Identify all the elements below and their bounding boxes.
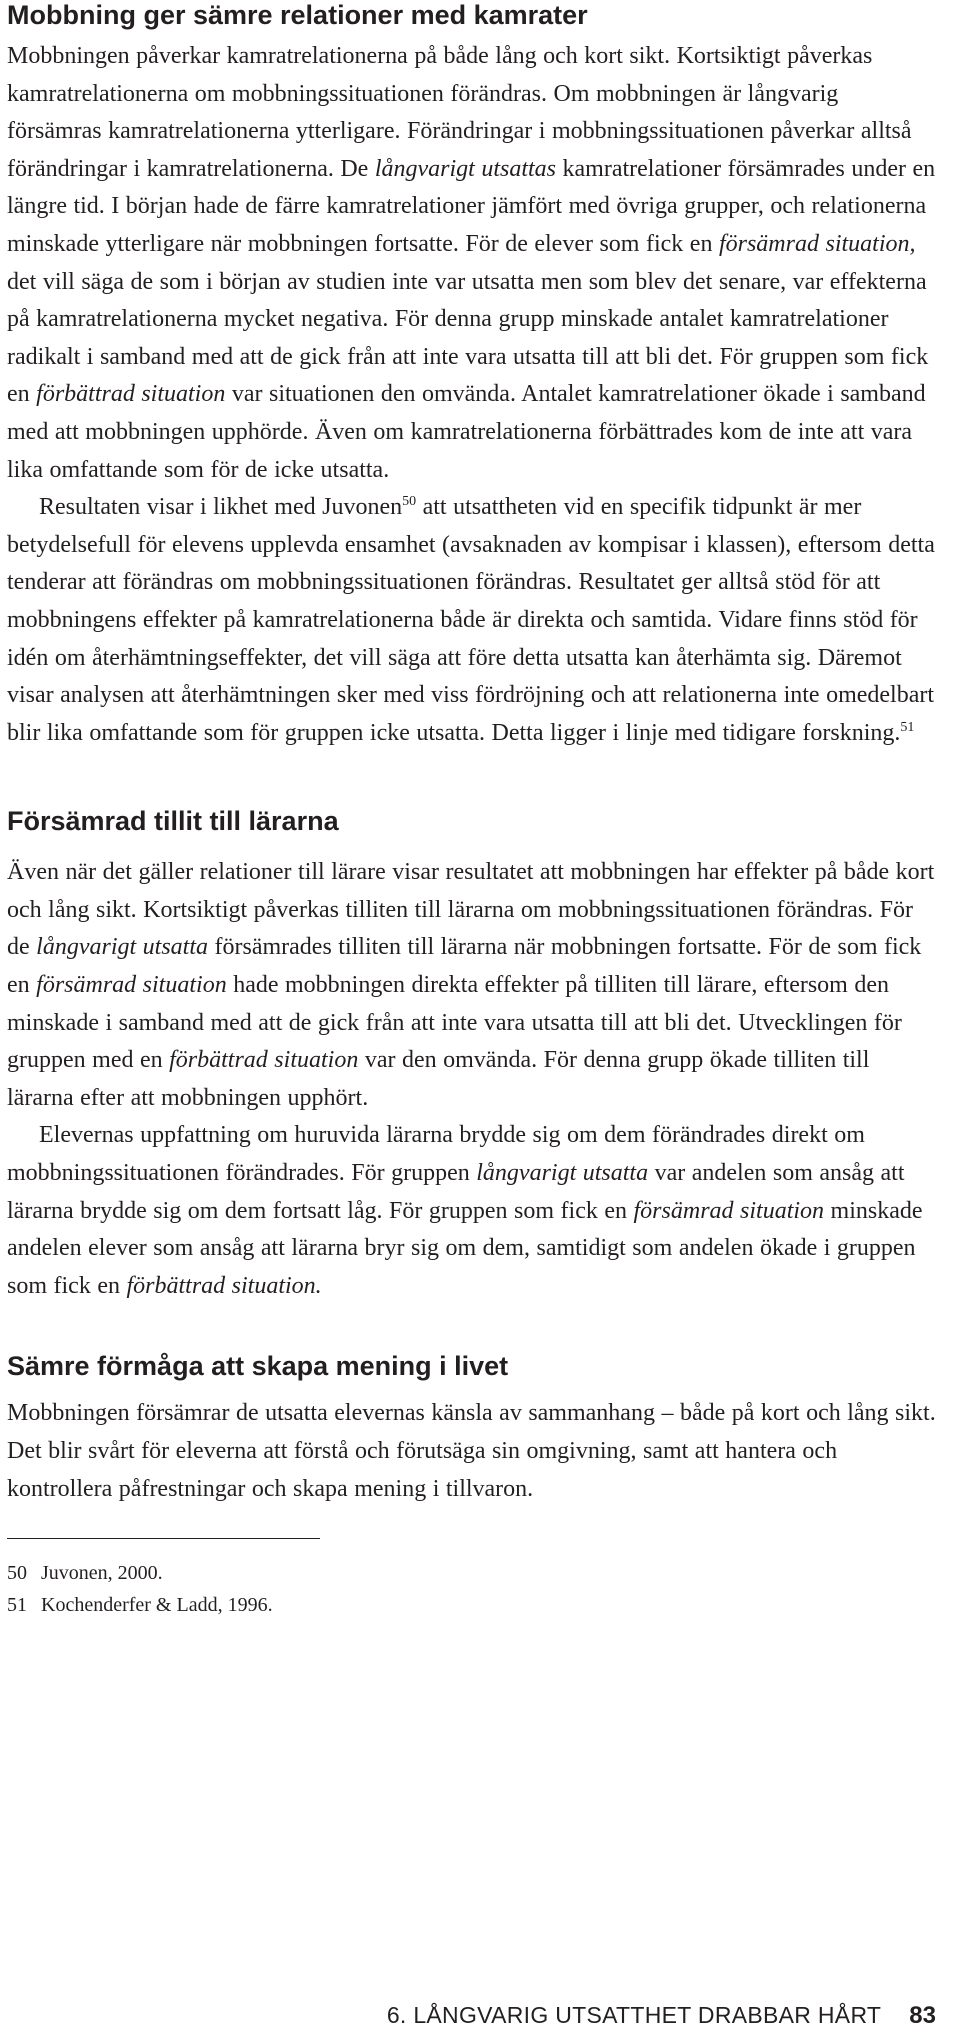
text-run: Elevernas uppfattning om huruvida lärarna brydde sig om dem förändrades direkt om mobbningssituationen förändrades. För gruppen [7, 1122, 865, 1187]
text-run: det vill säga de som i början av studien inte var utsatta men som blev det senare, var effekterna på kamratrelationerna mycket negativa. För denna grupp minskade antalet kamratrelationer radikalt i samband med att de gick från att inte vara utsatta till att bli det. För gruppen som fick en [7, 268, 929, 408]
running-footer [387, 2002, 936, 2030]
italic-phrase: långvarigt utsattas [374, 155, 557, 182]
footnote-number: 51 [7, 1594, 27, 1617]
italic-phrase: försämrad situation, [718, 230, 916, 257]
text-run: Resultaten visar i likhet med Juvonen [39, 494, 403, 521]
body-paragraph [7, 38, 937, 489]
footnote-divider [7, 1538, 320, 1539]
text-run: var den omvända. För denna grupp ökade tilliten till lärarna efter att mobbningen upphört. [7, 1047, 870, 1111]
text-run: Mobbningen försämrar de utsatta elevernas känsla av sammanhang – både på kort och lång sikt. Det blir svårt för eleverna att förstå och förutsäga sin omgivning, samt att hantera och kontrollera påfrestningar och skapa mening i tillvaron. [7, 1400, 936, 1502]
italic-phrase: förbättrad situation [36, 381, 226, 408]
body-paragraph [7, 854, 937, 1117]
italic-phrase: långvarigt utsatta [476, 1160, 649, 1187]
document-page [7, 0, 937, 1621]
body-paragraph [7, 1117, 937, 1305]
footnote-ref: 50 [402, 494, 417, 510]
text-run: var situationen den omvända. Antalet kamratrelationer ökade i samband med att mobbningen upphörde. Även om kamratrelationerna förbättrades kom de inte att vara lika omfattande som för de icke utsatta. [7, 381, 926, 483]
text-run: försämrades tilliten till lärarna när mobbningen fortsatte. För de som fick en [7, 934, 922, 999]
text-run: Mobbningen påverkar kamratrelationerna på både lång och kort sikt. Kortsiktigt påverkas kamratrelationerna om mobbningssituationen förändras. Om mobbningen är långvarig försämras kamratrelationerna ytterligare. Förändringar i mobbningssituationen påverkar alltså förändringar i kamratrelationerna. De [7, 43, 912, 182]
italic-phrase: långvarigt utsatta [36, 934, 208, 961]
footnote-text: Juvonen, 2000. [41, 1562, 163, 1585]
section-heading-tillit: Försämrad tillit till lärarna [7, 806, 339, 837]
text-run: att utsattheten vid en specifik tidpunkt är mer betydelsefull för elevens upplevda ensamhet (avsaknaden av kompisar i klassen), eftersom detta tenderar att förändras om mobbningssituationen förändras. Resultatet ger alltså stöd för att mobbningens effekter på kamratrelationerna både är direkta och samtida. Vidare finns stöd för idén om återhämtningseffekter, det vill säga att före detta utsatta kan återhämta sig. Däremot visar analysen att återhämtningen sker med viss fördröjning och att relationerna inte omedelbart blir lika omfattande som för gruppen icke utsatta. Detta ligger i linje med tidigare forskning. [7, 494, 935, 746]
footnote [7, 1589, 937, 1621]
text-run: Även när det gäller relationer till lärare visar resultatet att mobbningen har effekter på både kort och lång sikt. Kortsiktigt påverkas tilliten till lärarna om mobbningssituationen förändras. För de [7, 859, 935, 961]
text-run: hade mobbningen direkta effekter på tilliten till lärare, eftersom den minskade i samband med att de gick från att inte vara utsatta till att bli det. Utvecklingen för gruppen med en [7, 972, 902, 1074]
italic-phrase: försämrad situation [36, 972, 227, 999]
body-paragraph [7, 1395, 937, 1508]
page-number: 83 [909, 2002, 936, 2029]
text-run: kamratrelationer försämrades under en längre tid. I början hade de färre kamratrelationer jämfört med övriga grupper, och relationerna minskade ytterligare när mobbningen fortsatte. För de elever som fick en [7, 155, 936, 257]
footnote-ref: 51 [900, 719, 915, 735]
italic-phrase: försämrad situation [633, 1197, 825, 1224]
italic-phrase: förbättrad situation. [126, 1272, 322, 1299]
section-heading-mening: Sämre förmåga att skapa mening i livet [7, 1351, 509, 1382]
footnote-text: Kochenderfer & Ladd, 1996. [41, 1594, 273, 1617]
footnote-number: 50 [7, 1562, 27, 1585]
body-paragraph [7, 489, 937, 752]
italic-phrase: förbättrad situation [169, 1047, 359, 1074]
text-run: var andelen som ansåg att lärarna brydde sig om dem fortsatt låg. För gruppen som fick en [7, 1160, 905, 1224]
chapter-title: 6. LÅNGVARIG UTSATTHET DRABBAR HÅRT [386, 2002, 882, 2028]
footnote [7, 1557, 937, 1589]
text-run: minskade andelen elever som ansåg att lärarna bryr sig om dem, samtidigt som andelen ökade i gruppen som fick en [7, 1197, 923, 1299]
section-heading-kamrater: Mobbning ger sämre relationer med kamrater [7, 0, 588, 30]
